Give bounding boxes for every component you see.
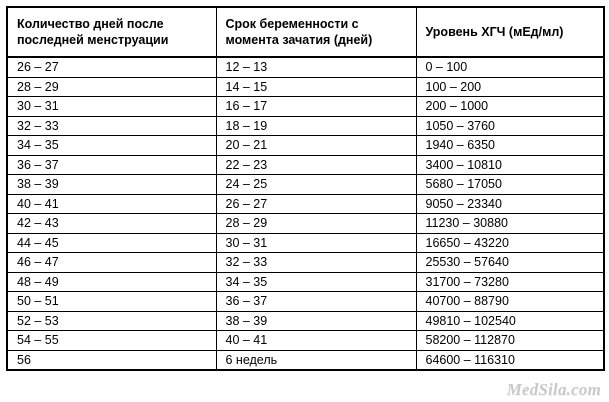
table-row xyxy=(7,292,604,312)
column-header-line-1: Срок беременности с xyxy=(225,17,359,31)
cell-hcg-level: 1050 – 3760 xyxy=(416,116,604,136)
table-row xyxy=(7,194,604,214)
watermark: MedSila.com xyxy=(506,380,601,399)
cell-days-since-menstruation: 48 – 49 xyxy=(7,272,216,292)
column-header-hcg-level xyxy=(416,7,604,57)
cell-days-since-menstruation: 34 – 35 xyxy=(7,136,216,156)
column-header-days-since-conception xyxy=(216,7,416,57)
cell-days-since-menstruation: 56 xyxy=(7,350,216,370)
column-header-line-1: Количество дней после xyxy=(17,17,164,31)
table-row xyxy=(7,350,604,370)
table-body xyxy=(7,57,604,370)
table-row xyxy=(7,97,604,117)
cell-hcg-level: 64600 – 116310 xyxy=(416,350,604,370)
table-row xyxy=(7,214,604,234)
cell-hcg-level: 58200 – 112870 xyxy=(416,331,604,351)
cell-hcg-level: 3400 – 10810 xyxy=(416,155,604,175)
cell-hcg-level: 16650 – 43220 xyxy=(416,233,604,253)
table-row xyxy=(7,175,604,195)
table-row xyxy=(7,272,604,292)
table-row xyxy=(7,136,604,156)
table-row xyxy=(7,57,604,77)
cell-hcg-level: 25530 – 57640 xyxy=(416,253,604,273)
cell-days-since-menstruation: 44 – 45 xyxy=(7,233,216,253)
cell-days-since-conception: 40 – 41 xyxy=(216,331,416,351)
cell-days-since-conception: 26 – 27 xyxy=(216,194,416,214)
cell-hcg-level: 11230 – 30880 xyxy=(416,214,604,234)
cell-days-since-conception: 24 – 25 xyxy=(216,175,416,195)
table-row xyxy=(7,116,604,136)
cell-days-since-menstruation: 42 – 43 xyxy=(7,214,216,234)
column-header-line-1: Уровень ХГЧ (мЕд/мл) xyxy=(425,25,564,39)
cell-hcg-level: 40700 – 88790 xyxy=(416,292,604,312)
cell-days-since-menstruation: 54 – 55 xyxy=(7,331,216,351)
cell-days-since-menstruation: 32 – 33 xyxy=(7,116,216,136)
table-row xyxy=(7,253,604,273)
cell-hcg-level: 31700 – 73280 xyxy=(416,272,604,292)
cell-days-since-conception: 28 – 29 xyxy=(216,214,416,234)
cell-days-since-menstruation: 46 – 47 xyxy=(7,253,216,273)
table-row xyxy=(7,155,604,175)
table-row xyxy=(7,331,604,351)
table-row xyxy=(7,311,604,331)
cell-days-since-conception: 36 – 37 xyxy=(216,292,416,312)
cell-days-since-menstruation: 50 – 51 xyxy=(7,292,216,312)
hcg-levels-table-container xyxy=(6,6,603,371)
cell-days-since-menstruation: 28 – 29 xyxy=(7,77,216,97)
cell-hcg-level: 5680 – 17050 xyxy=(416,175,604,195)
cell-hcg-level: 0 – 100 xyxy=(416,57,604,77)
cell-days-since-menstruation: 52 – 53 xyxy=(7,311,216,331)
cell-days-since-conception: 20 – 21 xyxy=(216,136,416,156)
cell-days-since-conception: 34 – 35 xyxy=(216,272,416,292)
column-header-line-2: последней менструации xyxy=(17,33,169,47)
cell-days-since-conception: 32 – 33 xyxy=(216,253,416,273)
cell-days-since-conception: 12 – 13 xyxy=(216,57,416,77)
cell-days-since-conception: 30 – 31 xyxy=(216,233,416,253)
cell-days-since-menstruation: 26 – 27 xyxy=(7,57,216,77)
cell-days-since-conception: 16 – 17 xyxy=(216,97,416,117)
cell-days-since-conception: 38 – 39 xyxy=(216,311,416,331)
cell-days-since-conception: 6 недель xyxy=(216,350,416,370)
cell-hcg-level: 1940 – 6350 xyxy=(416,136,604,156)
table-header-row xyxy=(7,7,604,57)
cell-days-since-conception: 22 – 23 xyxy=(216,155,416,175)
table-row xyxy=(7,233,604,253)
table-header xyxy=(7,7,604,57)
cell-hcg-level: 200 – 1000 xyxy=(416,97,604,117)
cell-days-since-menstruation: 36 – 37 xyxy=(7,155,216,175)
cell-hcg-level: 49810 – 102540 xyxy=(416,311,604,331)
table-row xyxy=(7,77,604,97)
cell-days-since-conception: 14 – 15 xyxy=(216,77,416,97)
cell-hcg-level: 100 – 200 xyxy=(416,77,604,97)
cell-days-since-menstruation: 40 – 41 xyxy=(7,194,216,214)
cell-hcg-level: 9050 – 23340 xyxy=(416,194,604,214)
column-header-line-2: момента зачатия (дней) xyxy=(225,33,373,47)
hcg-levels-table xyxy=(6,6,605,371)
cell-days-since-menstruation: 38 – 39 xyxy=(7,175,216,195)
cell-days-since-menstruation: 30 – 31 xyxy=(7,97,216,117)
cell-days-since-conception: 18 – 19 xyxy=(216,116,416,136)
column-header-days-since-menstruation xyxy=(7,7,216,57)
